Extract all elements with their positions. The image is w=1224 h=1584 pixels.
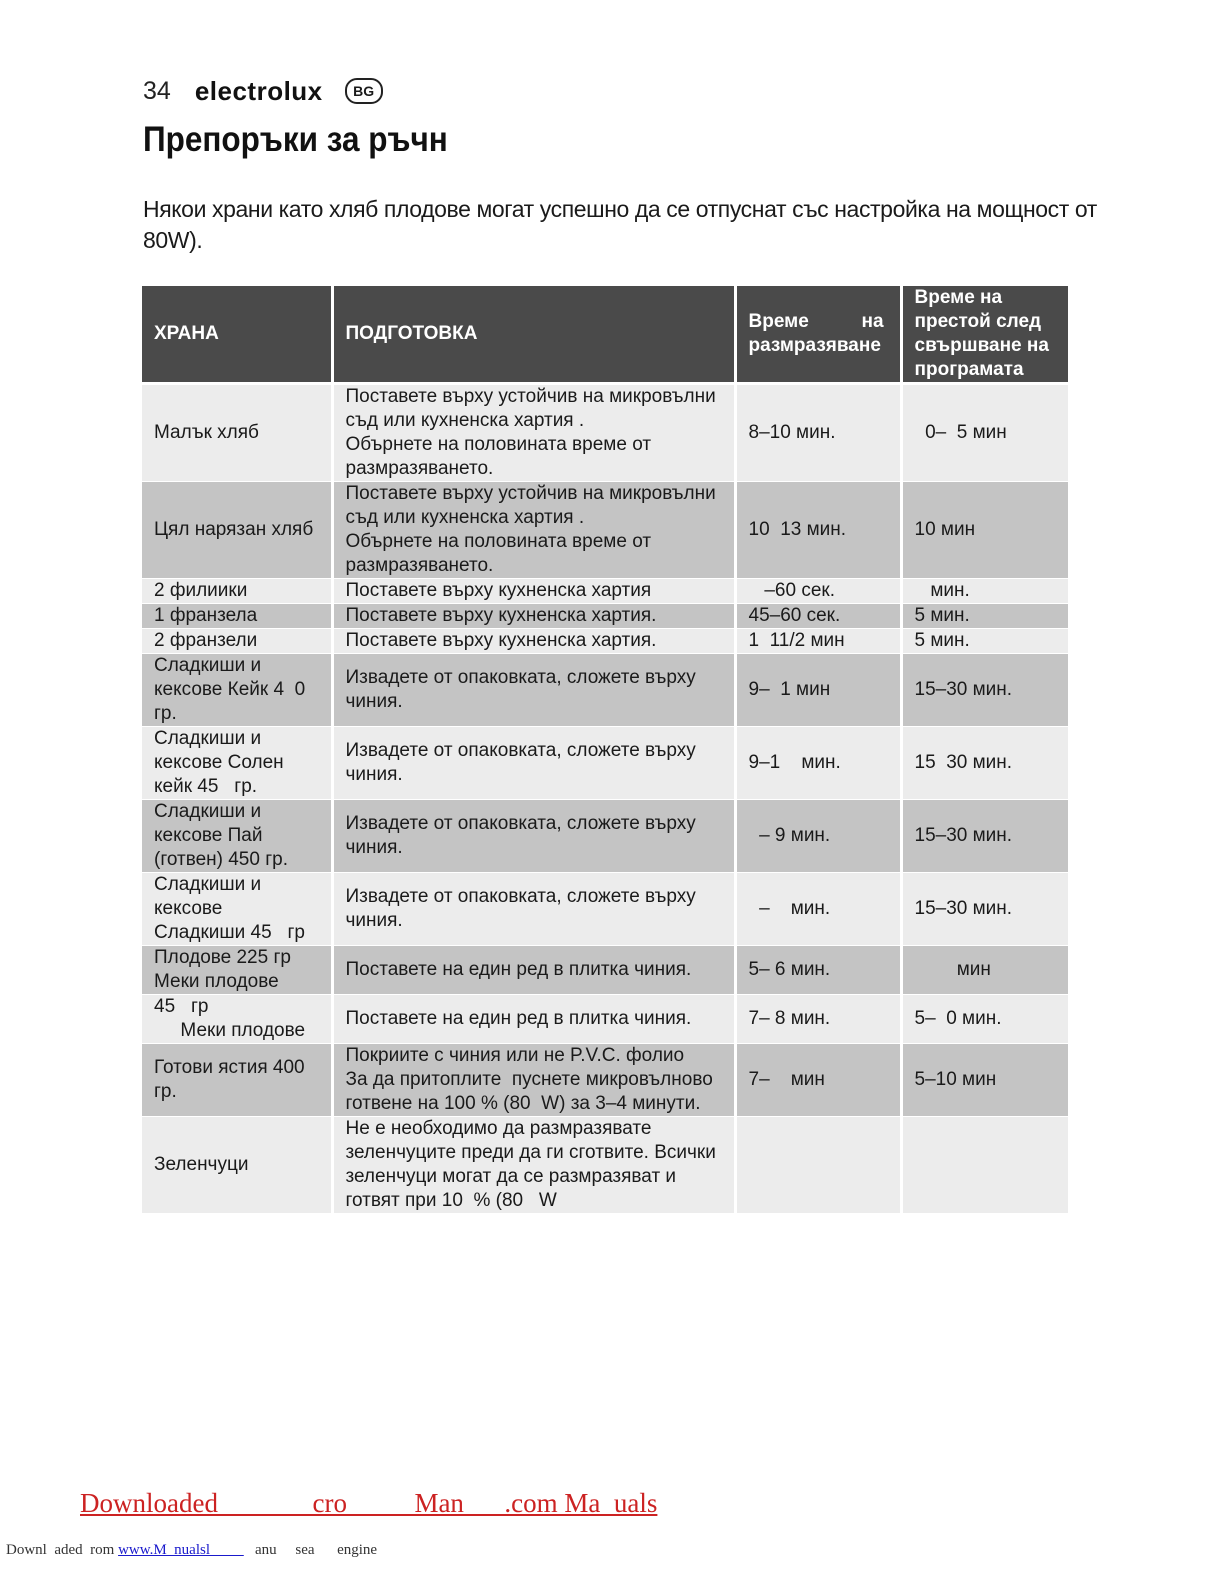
cell-food: Сладкиши и кексове Солен кейк 45 гр. xyxy=(142,727,332,800)
cell-preparation: Поставете на един ред в плитка чиния. xyxy=(332,946,735,995)
page-header xyxy=(143,74,383,108)
cell-food: 2 филиики xyxy=(142,579,332,604)
table-row xyxy=(142,1117,1068,1214)
cell-defrost-time: – 9 мин. xyxy=(735,800,901,873)
cell-preparation: Извадете от опаковката, сложете върху чиния. xyxy=(332,800,735,873)
cell-defrost-time: 9–1 мин. xyxy=(735,727,901,800)
cell-food: Сладкиши и кексове Кейк 4 0 гр. xyxy=(142,654,332,727)
table-row xyxy=(142,384,1068,482)
table-row xyxy=(142,727,1068,800)
cell-food: Зеленчуци xyxy=(142,1117,332,1214)
footer-site-link[interactable]: www.M nualsl xyxy=(118,1542,244,1558)
language-badge: BG xyxy=(345,78,383,104)
cell-preparation: Поставете върху кухненска хартия. xyxy=(332,629,735,654)
footer-note-suffix: anu sea engine xyxy=(243,1542,378,1558)
brand-logo: electrolux xyxy=(194,75,323,106)
cell-preparation: Покриите с чиния или не P.V.C. фолио За да притоплите пуснете микровълново готвене на 100 % (80 W) за 3–4 минути. xyxy=(332,1044,735,1117)
cell-preparation: Поставете върху кухненска хартия xyxy=(332,579,735,604)
page-title: Препоръки за ръчн xyxy=(143,120,448,159)
column-header-preparation: ПОДГОТОВКА xyxy=(332,286,735,384)
column-header-standing-time: Време на престой след свършване на програмата xyxy=(901,286,1068,384)
cell-food: Малък хляб xyxy=(142,384,332,482)
cell-standing-time: мин xyxy=(901,946,1068,995)
cell-food: Цял нарязан хляб xyxy=(142,482,332,579)
cell-food: 2 франзели xyxy=(142,629,332,654)
cell-preparation: Поставете на един ред в плитка чиния. xyxy=(332,995,735,1044)
cell-preparation: Извадете от опаковката, сложете върху чиния. xyxy=(332,727,735,800)
cell-standing-time: 5–10 мин xyxy=(901,1044,1068,1117)
cell-defrost-time xyxy=(735,1117,901,1214)
cell-preparation: Извадете от опаковката, сложете върху чиния. xyxy=(332,654,735,727)
footer-note xyxy=(6,1542,377,1559)
cell-food: Сладкиши и кексове Сладкиши 45 гр xyxy=(142,873,332,946)
downloaded-link[interactable]: Downloaded cro Man .com Ma uals xyxy=(80,1488,658,1518)
cell-standing-time: 15–30 мин. xyxy=(901,654,1068,727)
cell-defrost-time: –60 сек. xyxy=(735,579,901,604)
cell-preparation: Не е необходимо да размразявате зеленчуците преди да ги сготвите. Всички зеленчуци могат да се размразяват и готвят при 10 % (80 W xyxy=(332,1117,735,1214)
cell-defrost-time: 1 11/2 мин xyxy=(735,629,901,654)
cell-standing-time: 5 мин. xyxy=(901,629,1068,654)
cell-standing-time: 5 мин. xyxy=(901,604,1068,629)
table-row xyxy=(142,873,1068,946)
cell-standing-time: 0– 5 мин xyxy=(901,384,1068,482)
footer-note-prefix: Downl aded rom xyxy=(6,1542,119,1558)
table-body xyxy=(142,384,1068,1214)
table-row xyxy=(142,482,1068,579)
table-row xyxy=(142,654,1068,727)
cell-standing-time xyxy=(901,1117,1068,1214)
cell-food: Плодове 225 гр Меки плодове xyxy=(142,946,332,995)
cell-defrost-time: 5– 6 мин. xyxy=(735,946,901,995)
table-row xyxy=(142,579,1068,604)
cell-defrost-time: 45–60 сек. xyxy=(735,604,901,629)
table-row xyxy=(142,629,1068,654)
table-row xyxy=(142,800,1068,873)
table-row xyxy=(142,1044,1068,1117)
cell-standing-time: 5– 0 мин. xyxy=(901,995,1068,1044)
cell-defrost-time: 9– 1 мин xyxy=(735,654,901,727)
table-row xyxy=(142,604,1068,629)
cell-preparation: Поставете върху кухненска хартия. xyxy=(332,604,735,629)
column-header-food: ХРАНА xyxy=(142,286,332,384)
cell-standing-time: мин. xyxy=(901,579,1068,604)
cell-standing-time: 15–30 мин. xyxy=(901,873,1068,946)
cell-preparation: Поставете върху устойчив на микровълни съд или кухненска хартия . Обърнете на половината време от размразяването. xyxy=(332,482,735,579)
cell-defrost-time: 7– 8 мин. xyxy=(735,995,901,1044)
cell-standing-time: 15 30 мин. xyxy=(901,727,1068,800)
cell-standing-time: 15–30 мин. xyxy=(901,800,1068,873)
defrost-table xyxy=(142,286,1068,1214)
table-row xyxy=(142,946,1068,995)
page-number: 34 xyxy=(143,76,171,105)
cell-defrost-time: 7– мин xyxy=(735,1044,901,1117)
cell-preparation: Извадете от опаковката, сложете върху чиния. xyxy=(332,873,735,946)
table-row xyxy=(142,995,1068,1044)
cell-food: 1 франзела xyxy=(142,604,332,629)
cell-defrost-time: 10 13 мин. xyxy=(735,482,901,579)
cell-standing-time: 10 мин xyxy=(901,482,1068,579)
cell-preparation: Поставете върху устойчив на микровълни съд или кухненска хартия . Обърнете на половината време от размразяването. xyxy=(332,384,735,482)
column-header-defrost-time: Време на размразяване xyxy=(735,286,901,384)
cell-defrost-time: 8–10 мин. xyxy=(735,384,901,482)
cell-food: Сладкиши и кексове Пай (готвен) 450 гр. xyxy=(142,800,332,873)
intro-paragraph: Някои храни като хляб плодове могат успешно да се отпуснат със настройка на мощност от 80W). xyxy=(143,196,1097,253)
cell-defrost-time: – мин. xyxy=(735,873,901,946)
cell-food: Готови ястия 400 гр. xyxy=(142,1044,332,1117)
table-header-row xyxy=(142,286,1068,384)
cell-food: 45 гр Меки плодове xyxy=(142,995,332,1044)
